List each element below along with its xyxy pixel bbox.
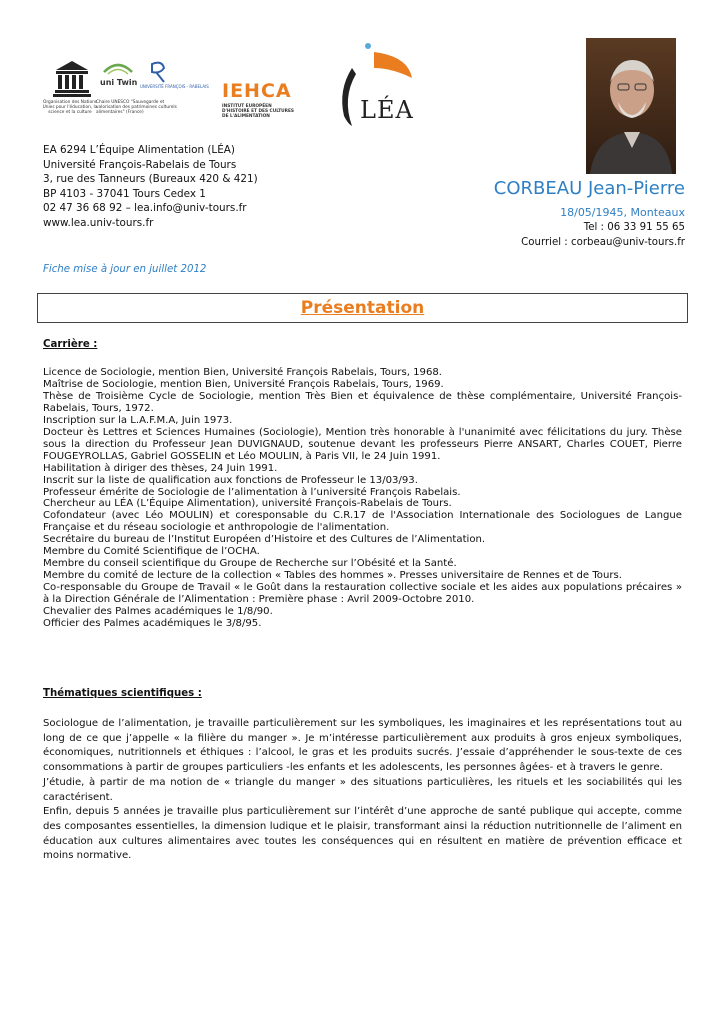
thematiques-paragraph: J’étudie, à partir de ma notion de « triangle du manger » des situations particulières, les rituels et les sociabilités qui les caractérisent. xyxy=(43,776,682,803)
career-item: Professeur émérite de Sociologie de l’alimentation à l’université François Rabelais. xyxy=(43,486,461,498)
unesco-logo xyxy=(52,58,92,98)
person-email[interactable]: Courriel : corbeau@univ-tours.fr xyxy=(521,237,685,248)
person-phone: Tel : 06 33 91 55 65 xyxy=(583,222,685,233)
address-contact-line[interactable]: 02 47 36 68 92 – lea.info@univ-tours.fr xyxy=(43,202,247,215)
presentation-banner xyxy=(37,293,688,323)
university-logo xyxy=(138,60,209,94)
lea-label: LÉA xyxy=(360,96,414,124)
address-line: Université François-Rabelais de Tours xyxy=(43,158,237,171)
lea-mark-icon xyxy=(330,38,420,134)
address-line: 3, rue des Tanneurs (Bureaux 420 & 421) xyxy=(43,173,258,186)
iehca-caption: INSTITUT EUROPÉEN D'HISTOIRE ET DES CULTURES DE L'ALIMENTATION xyxy=(222,104,294,119)
career-item: Licence de Sociologie, mention Bien, Université François Rabelais, Tours, 1968. xyxy=(43,367,443,378)
unesco-temple-icon xyxy=(52,58,92,98)
portrait-icon xyxy=(586,38,676,174)
career-item: Inscription sur la L.A.F.M.A, Juin 1973. xyxy=(43,414,233,426)
career-item: Docteur ès Lettres et Sciences Humaines (Sociologie), Mention très honorable à l'unanimité avec félicitations du jury. Thèse sous la direction du Professeur Jean DUVIGNAUD, soutenue devant les professeurs Pierre ANSART, Charles COUET, Pierre FOUGEYROLLAS, Gabriel GOSSELIN et Léo MOULIN, à Paris VII, le 24 Juin 1991. xyxy=(43,426,682,462)
career-item: Habilitation à diriger des thèses, 24 Juin 1991. xyxy=(43,462,278,474)
unitwin-globe-icon xyxy=(98,60,138,90)
thematiques-paragraph: Sociologue de l’alimentation, je travaille particulièrement sur les symboliques, les imaginaires et les représentations tout au long de ce que j’appelle « la filière du manger ». Je m’intéresse particulièrement aux produits à gros enjeux symboliques, économiques, nutritionnels et éthiques : l’alcool, le gras et les produits sucrés. J’essaie d’appréhender le sous-texte de ces consommations à partir de groupes particuliers -les enfants et les adolescents, les personnes âgées- et à travers le genre. xyxy=(43,718,682,774)
update-note: Fiche mise à jour en juillet 2012 xyxy=(43,264,207,275)
career-item: Chercheur au LÉA (L’Équipe Alimentation), université François-Rabelais de Tours. xyxy=(43,498,452,510)
career-item: Cofondateur (avec Léo MOULIN) et coresponsable du C.R.17 de l'Association Internationale des Sociologues de Langue Française et du réseau sociologie et anthropologie de l'alimentation. xyxy=(43,510,682,534)
career-item: Inscrit sur la liste de qualification aux fonctions de Professeur le 13/03/93. xyxy=(43,474,418,486)
university-label: UNIVERSITÉ FRANÇOIS - RABELAIS xyxy=(140,84,209,89)
unitwin-label: uni Twin xyxy=(100,78,138,87)
unesco-caption: Organisation des Nations Unies pour l'éducation, la science et la culture xyxy=(42,100,98,115)
person-name: CORBEAU Jean-Pierre xyxy=(493,178,685,199)
portrait-photo xyxy=(586,38,676,174)
lab-address-block xyxy=(43,143,258,231)
person-birth: 18/05/1945, Monteaux xyxy=(560,206,685,219)
thematiques-paragraph: Enfin, depuis 5 années je travaille plus particulièrement sur l’intérêt d’une approche de santé publique qui accepte, comme des composantes essentielles, la dimension ludique et le plaisir, transformant ainsi la réduction nutritionnelle de l’aliment en éducation aux cultures alimentaires avec toutes les conséquences qui en résultent en matière de prévention efficace et moins normative. xyxy=(43,806,682,862)
address-line: EA 6294 L’Équipe Alimentation (LÉA) xyxy=(43,144,235,156)
career-item: Maîtrise de Sociologie, mention Bien, Université François Rabelais, Tours, 1969. xyxy=(43,378,444,390)
thematiques-heading: Thématiques scientifiques : xyxy=(43,688,202,699)
career-item: Secrétaire du bureau de l’Institut Européen d’Histoire et des Cultures de l’Alimentation. xyxy=(43,534,486,546)
lea-logo xyxy=(330,38,420,134)
career-item: Officier des Palmes académiques le 3/8/95. xyxy=(43,618,262,630)
presentation-title: Présentation xyxy=(300,298,425,318)
career-item: Chevalier des Palmes académiques le 1/8/90. xyxy=(43,606,273,618)
address-line: BP 4103 - 37041 Tours Cedex 1 xyxy=(43,187,206,200)
career-item: Membre du comité de lecture de la collection « Tables des hommes ». Presses universitaire de Rennes et de Tours. xyxy=(43,570,622,582)
career-list xyxy=(43,367,682,630)
iehca-logo xyxy=(222,80,296,126)
career-item: Co-responsable du Groupe de Travail « le Goût dans la restauration collective sociale et les aides aux populations précaires » à la Direction Générale de l’Alimentation : Première phase : Avril 2009-Octobre 2010. xyxy=(43,582,682,606)
career-heading: Carrière : xyxy=(43,339,98,350)
career-item: Thèse de Troisième Cycle de Sociologie, mention Très Bien et équivalence de thèse complémentaire, Université François-Rabelais, Tours, 1972. xyxy=(43,390,682,414)
unitwin-caption: Chaire UNESCO "Sauvegarde et valorisation des patrimoines culturels alimentaires" (France) xyxy=(96,100,177,115)
address-website-link[interactable]: www.lea.univ-tours.fr xyxy=(43,216,154,229)
thematiques-text xyxy=(43,717,682,864)
university-mark-icon xyxy=(138,60,209,94)
unitwin-logo xyxy=(98,60,138,90)
career-item: Membre du Comité Scientifique de l’OCHA. xyxy=(43,546,260,558)
iehca-label: IEHCA xyxy=(222,80,292,102)
career-item: Membre du conseil scientifique du Groupe de Recherche sur l’Obésité et la Santé. xyxy=(43,558,457,570)
